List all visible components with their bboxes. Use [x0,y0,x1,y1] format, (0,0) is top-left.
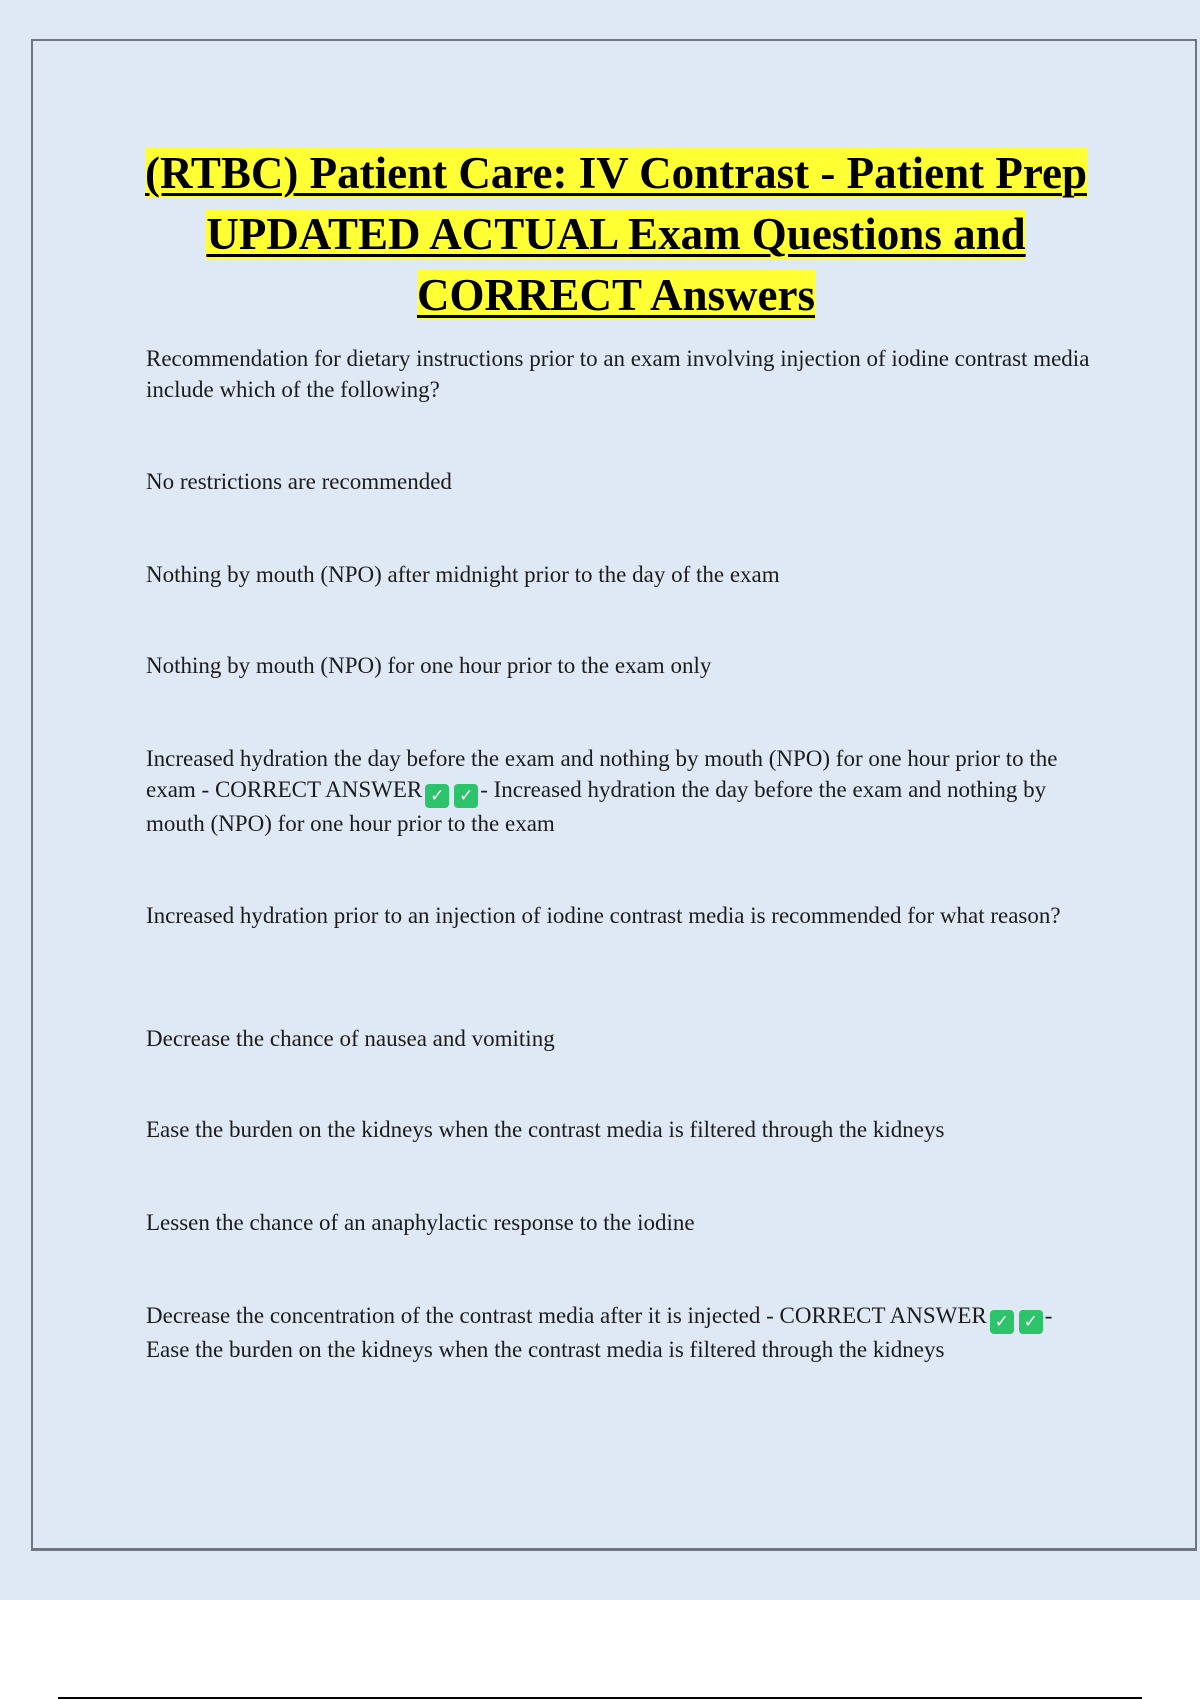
check-mark-icon: ✓ [454,784,478,808]
q1-option-4-with-answer [146,743,1096,839]
document-title [140,143,1092,326]
check-mark-icon: ✓ [425,784,449,808]
q1-option-1: No restrictions are recommended [146,469,452,494]
check-mark-icon: ✓ [1019,1310,1043,1334]
q2-option-2: Ease the burden on the kidneys when the contrast media is filtered through the kidneys [146,1117,945,1142]
q2-option-4-with-answer [146,1300,1096,1365]
title-highlight: (RTBC) Patient Care: IV Contrast - Patient Prep UPDATED ACTUAL Exam Questions and CORRECT Answers [144,148,1087,320]
question-1: Recommendation for dietary instructions prior to an exam involving injection of iodine contrast media include which of the following? [146,346,1090,402]
q2-option-1: Decrease the chance of nausea and vomiting [146,1026,555,1051]
q2-option-4: Decrease the concentration of the contrast media after it is injected - CORRECT ANSWER [146,1303,987,1328]
q1-option-4: Increased hydration the day before the exam and nothing by mouth (NPO) for one hour prior to the exam - CORRECT ANSWER [146,746,1058,802]
check-mark-icon: ✓ [990,1310,1014,1334]
q1-correct-answer: - Increased hydration the day before the exam and nothing by mouth (NPO) for one hour prior to the exam [146,777,1047,836]
question-2: Increased hydration prior to an injection of iodine contrast media is recommended for what reason? [146,903,1061,928]
q2-option-3: Lessen the chance of an anaphylactic response to the iodine [146,1210,695,1235]
q2-correct-answer: - Ease the burden on the kidneys when the contrast media is filtered through the kidneys [146,1303,1053,1362]
q1-option-3: Nothing by mouth (NPO) for one hour prior to the exam only [146,653,712,678]
q1-option-2: Nothing by mouth (NPO) after midnight prior to the day of the exam [146,562,780,587]
bottom-divider [58,1697,1142,1699]
